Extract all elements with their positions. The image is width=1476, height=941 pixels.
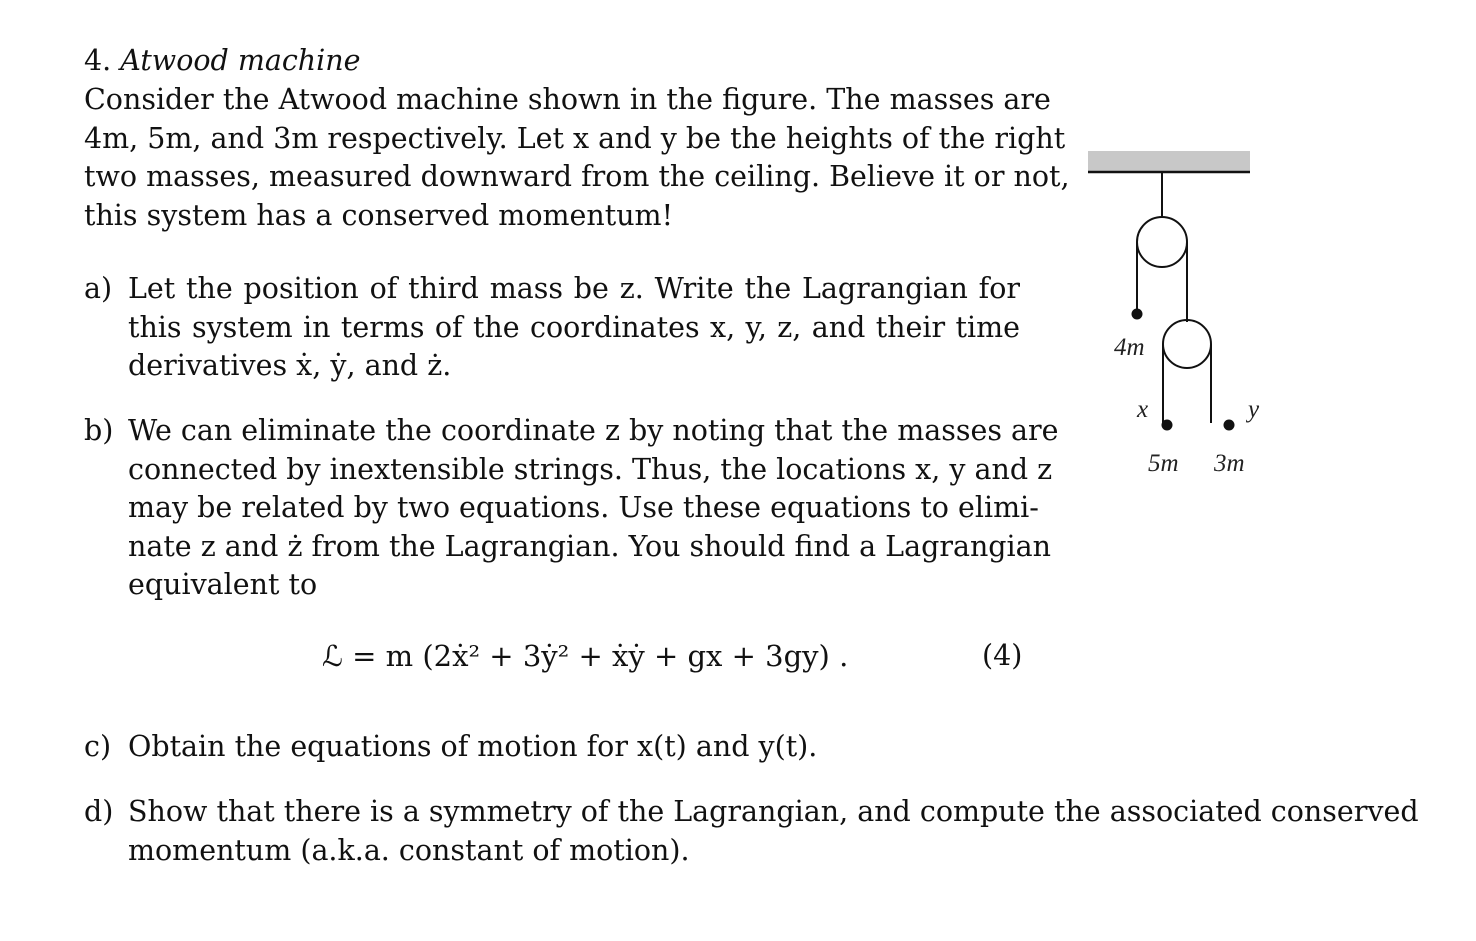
part-b-text xyxy=(128,412,1059,605)
part-b-line: We can eliminate the coordinate z by noting that the masses are xyxy=(128,414,1059,447)
lower-pulley xyxy=(1163,320,1211,368)
problem-number: 4. xyxy=(84,44,112,77)
intro-paragraph xyxy=(84,81,1070,235)
part-c-text xyxy=(128,728,817,767)
intro-line: 4m, 5m, and 3m respectively. Let x and y be the heights of the right xyxy=(84,121,1066,155)
part-a-line: derivatives ẋ, ẏ, and ż. xyxy=(128,349,452,382)
problem-heading xyxy=(84,42,360,81)
part-a-line: Let the position of third mass be z. Write the Lagrangian for xyxy=(128,272,1020,305)
label-y: y xyxy=(1248,396,1260,423)
part-c-label: c) xyxy=(84,730,112,763)
label-3m: 3m xyxy=(1214,450,1245,477)
part-a-line: this system in terms of the coordinates x, y, z, and their time xyxy=(128,310,1020,344)
part-b-line: nate z and ż from the Lagrangian. You should find a Lagrangian xyxy=(128,529,1052,563)
intro-line: this system has a conserved momentum! xyxy=(84,198,674,232)
label-5m: 5m xyxy=(1148,450,1179,477)
upper-pulley xyxy=(1137,217,1187,267)
equation-number: (4) xyxy=(982,639,1023,672)
part-d-label: d) xyxy=(84,795,114,828)
intro-line: two masses, measured downward from the ceiling. Believe it or not, xyxy=(84,160,1070,193)
part-b-line: equivalent to xyxy=(128,568,318,601)
equation-lagrangian: ℒ = m (2ẋ² + 3ẏ² + ẋẏ + gx + 3gy) . xyxy=(322,639,849,673)
part-d-line: Show that there is a symmetry of the Lagrangian, and compute the associated conserved xyxy=(128,795,1419,828)
part-a-label: a) xyxy=(84,272,113,305)
intro-line: Consider the Atwood machine shown in the figure. The masses are xyxy=(84,83,1051,116)
part-d-line: momentum (a.k.a. constant of motion). xyxy=(128,833,690,867)
atwood-machine-figure xyxy=(1080,145,1260,485)
part-d-text xyxy=(128,793,1419,870)
part-a-text xyxy=(128,270,1020,386)
problem-title: Atwood machine xyxy=(120,44,361,77)
part-b-line: may be related by two equations. Use these equations to elimi- xyxy=(128,491,1039,524)
ceiling-block xyxy=(1088,151,1250,171)
part-c-line: Obtain the equations of motion for x(t) and y(t). xyxy=(128,730,818,763)
label-x: x xyxy=(1137,396,1149,423)
part-b-label: b) xyxy=(84,414,114,447)
label-4m: 4m xyxy=(1114,334,1145,361)
mass-5m-dot xyxy=(1162,420,1173,431)
mass-4m-dot xyxy=(1132,309,1143,320)
mass-3m-dot xyxy=(1224,420,1235,431)
part-b-line: connected by inextensible strings. Thus, the locations x, y and z xyxy=(128,452,1053,486)
